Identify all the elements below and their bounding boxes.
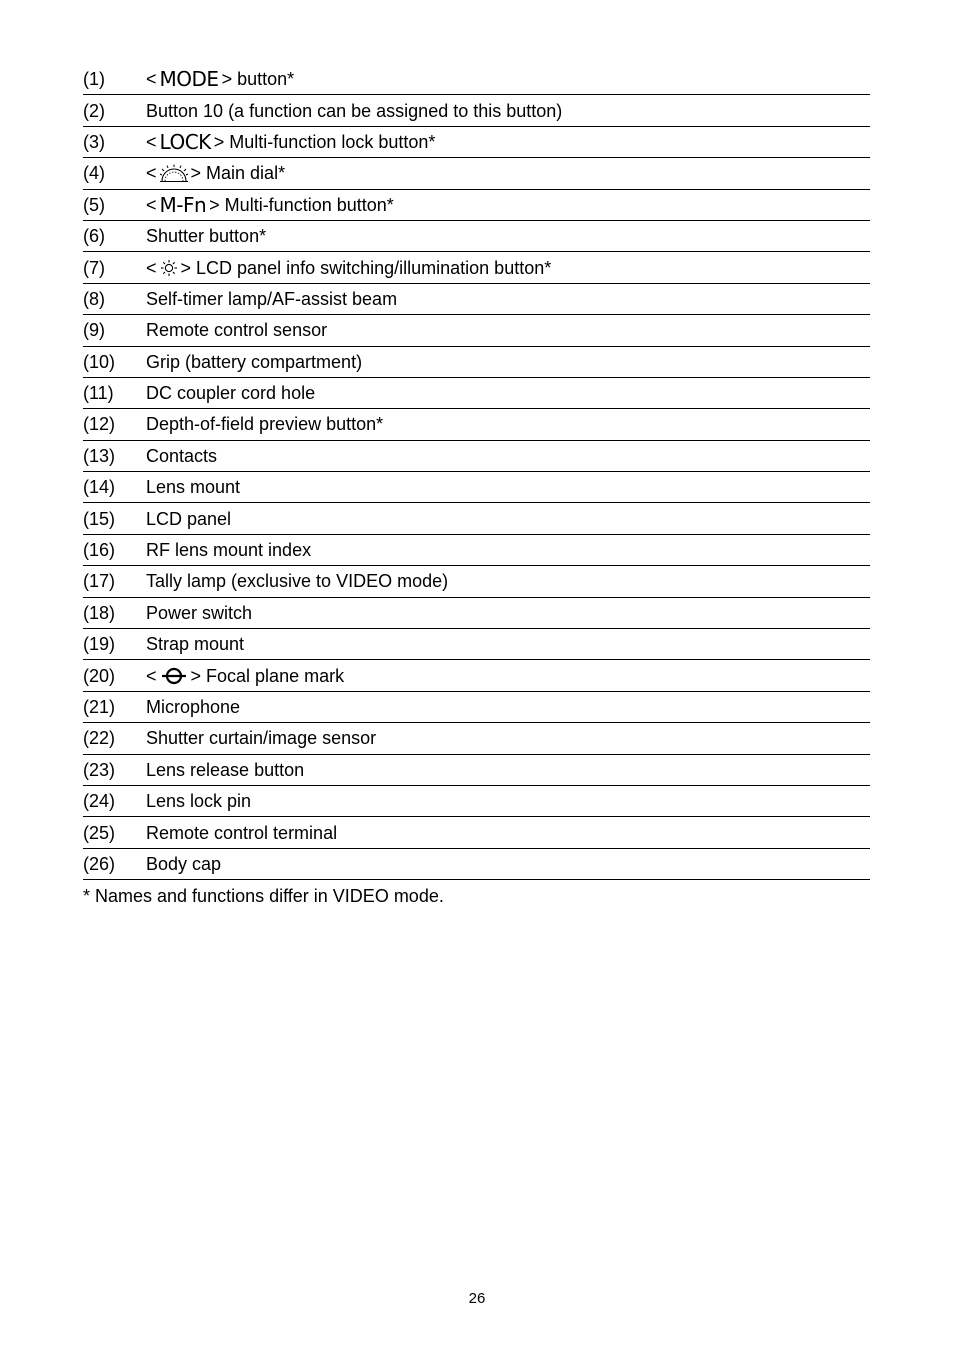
- item-text: Contacts: [146, 445, 218, 466]
- item-description: [146, 823, 337, 843]
- item-number: (16): [83, 540, 116, 561]
- item-text: Body cap: [146, 853, 222, 874]
- item-number: (12): [83, 414, 116, 435]
- item-description: [146, 352, 362, 372]
- item-text: Grip (battery compartment): [146, 351, 363, 372]
- item-description: [146, 320, 327, 340]
- item-text: Strap mount: [146, 634, 245, 655]
- item-description: < > Main dial*: [146, 163, 286, 184]
- list-item: [83, 692, 870, 723]
- item-description: [146, 540, 311, 560]
- item-description: [146, 634, 244, 654]
- parts-list: [83, 64, 870, 880]
- item-description: [146, 791, 251, 811]
- list-item: [83, 378, 870, 409]
- item-description: [146, 289, 397, 309]
- item-number: (3): [83, 131, 105, 152]
- list-item: [83, 441, 870, 472]
- item-description: [146, 477, 240, 497]
- item-text: LCD panel: [146, 508, 232, 529]
- item-number: (13): [83, 445, 116, 466]
- page-number: 26: [468, 1290, 486, 1307]
- item-number: (22): [83, 728, 116, 749]
- item-description: [146, 728, 376, 748]
- item-text: > Multi-function lock button*: [213, 131, 436, 152]
- item-description: < MODE > button*: [146, 67, 295, 92]
- item-text: Tally lamp (exclusive to VIDEO mode): [146, 571, 449, 592]
- list-item: [83, 598, 870, 629]
- item-description: [146, 414, 383, 434]
- item-description: [146, 603, 252, 623]
- item-number: (4): [83, 163, 105, 184]
- item-number: (26): [83, 853, 116, 874]
- item-description: [146, 571, 448, 591]
- item-text: Remote control terminal: [146, 822, 338, 843]
- list-item: [83, 566, 870, 597]
- item-text: Self-timer lamp/AF-assist beam: [146, 288, 398, 309]
- item-number: (2): [83, 100, 105, 121]
- item-number: (18): [83, 602, 116, 623]
- item-text: Lens lock pin: [146, 791, 252, 812]
- item-description: [146, 446, 217, 466]
- item-description: [146, 760, 304, 780]
- list-item: [83, 849, 870, 880]
- item-description: < LOCK > Multi-function lock button*: [146, 129, 436, 154]
- item-text: Depth-of-field preview button*: [146, 414, 384, 435]
- item-number: (17): [83, 571, 116, 592]
- item-number: (8): [83, 288, 105, 309]
- item-text: RF lens mount index: [146, 540, 312, 561]
- item-number: (14): [83, 477, 116, 498]
- item-number: (7): [83, 257, 105, 278]
- mfn-text-icon: M-Fn: [159, 192, 207, 217]
- item-text: DC coupler cord hole: [146, 383, 316, 404]
- illumination-icon: [158, 258, 180, 278]
- list-item: [83, 817, 870, 848]
- item-description: < M-Fn > Multi-function button*: [146, 192, 394, 217]
- item-text: > Focal plane mark: [190, 665, 345, 686]
- item-text: Lens mount: [146, 477, 241, 498]
- item-text: Button 10 (a function can be assigned to this button): [146, 100, 563, 121]
- list-item: [83, 472, 870, 503]
- list-item: [83, 660, 870, 691]
- item-number: (19): [83, 634, 116, 655]
- list-item: [83, 629, 870, 660]
- list-item: [83, 723, 870, 754]
- list-item: [83, 503, 870, 534]
- item-text: > button*: [221, 69, 295, 90]
- item-text: Microphone: [146, 697, 241, 717]
- item-number: (21): [83, 697, 116, 717]
- footnote: * Names and functions differ in VIDEO mode.: [83, 886, 444, 906]
- item-text: Shutter button*: [146, 226, 267, 247]
- list-item: [83, 315, 870, 346]
- item-description: < > LCD panel info switching/illumination button*: [146, 257, 552, 278]
- item-number: (11): [83, 383, 114, 404]
- list-item: [83, 64, 870, 95]
- list-item: [83, 158, 870, 189]
- list-item: [83, 347, 870, 378]
- item-description: [146, 383, 315, 403]
- list-item: [83, 95, 870, 126]
- list-item: [83, 127, 870, 158]
- item-description: [146, 226, 266, 246]
- item-text: Shutter curtain/image sensor: [146, 728, 377, 749]
- item-text: > Multi-function button*: [209, 194, 394, 215]
- item-number: (1): [83, 69, 105, 90]
- list-item: [83, 409, 870, 440]
- item-number: (15): [83, 508, 116, 529]
- item-description: < > Focal plane mark: [146, 665, 345, 686]
- list-item: [83, 786, 870, 817]
- item-text: > Main dial*: [190, 163, 286, 184]
- item-description: [146, 697, 240, 717]
- item-text: > LCD panel info switching/illumination button*: [180, 257, 552, 278]
- list-item: [83, 221, 870, 252]
- list-item: [83, 190, 870, 221]
- item-number: (10): [83, 351, 116, 372]
- item-number: (5): [83, 194, 105, 215]
- item-description: [146, 854, 221, 874]
- item-number: (25): [83, 822, 116, 843]
- focal-plane-icon: [158, 666, 190, 686]
- item-description: [146, 509, 231, 529]
- main-dial-icon: [158, 163, 190, 183]
- list-item: [83, 252, 870, 283]
- item-number: (23): [83, 759, 116, 780]
- mode-text-icon: MODE: [159, 67, 219, 92]
- item-text: Lens release button: [146, 759, 305, 780]
- item-number: (20): [83, 665, 116, 686]
- item-number: (9): [83, 320, 105, 341]
- item-description: [146, 101, 562, 121]
- item-text: Power switch: [146, 602, 253, 623]
- list-item: [83, 284, 870, 315]
- item-text: Remote control sensor: [146, 320, 328, 341]
- item-number: (6): [83, 226, 105, 247]
- list-item: [83, 755, 870, 786]
- list-item: [83, 535, 870, 566]
- item-number: (24): [83, 791, 116, 812]
- lock-text-icon: LOCK: [159, 129, 211, 154]
